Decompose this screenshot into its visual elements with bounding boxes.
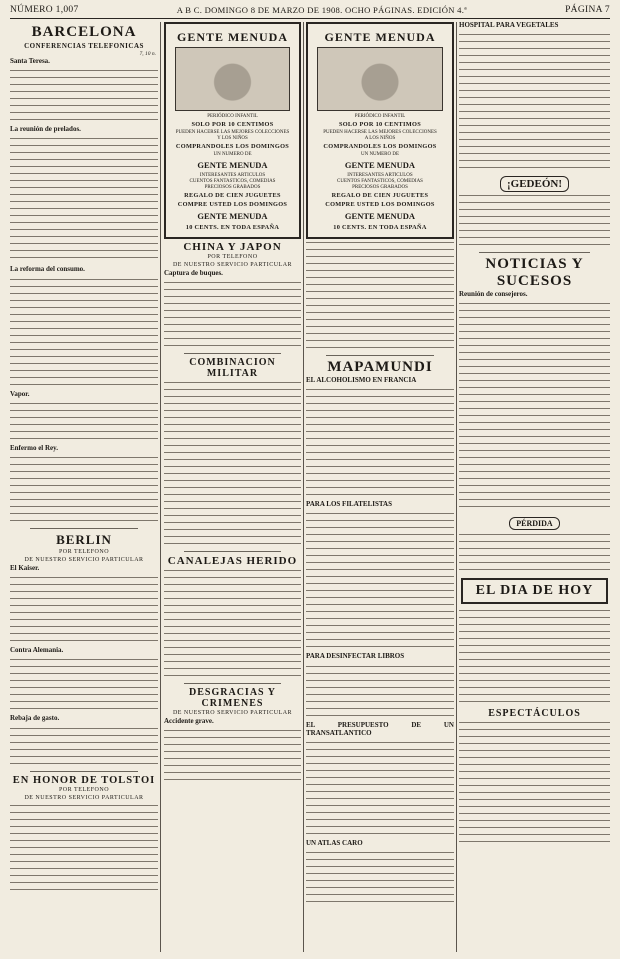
ad-line: COMPRE USTED LOS DOMINGOS: [325, 201, 435, 208]
article-body: [10, 277, 158, 389]
ad-line: PRECIOSOS GRABADOS: [352, 185, 408, 190]
article-body: [10, 68, 158, 124]
lead-text: Captura de buques.: [164, 269, 223, 277]
ad-line: COMPRANDOLES LOS DOMINGOS: [323, 143, 437, 150]
article-body: [164, 380, 301, 548]
article-lead: [306, 377, 454, 385]
article-lead: [459, 22, 610, 30]
article-body: [164, 568, 301, 680]
lead-text: El Kaiser.: [10, 564, 40, 573]
column-2: [164, 22, 301, 952]
article-body: [10, 136, 158, 264]
noticias-title: NOTICIAS Y SUCESOS: [485, 256, 584, 290]
lead-text: EL ALCOHOLISMO EN FRANCIA: [306, 376, 417, 384]
article-body: [306, 387, 454, 499]
issue-number: NÚMERO 1,007: [10, 5, 79, 15]
ad-line: Y LOS NIÑOS: [217, 136, 248, 141]
article-lead: [459, 291, 610, 299]
ad-line: CUENTOS FANTASTICOS, COMEDIAS: [337, 179, 423, 184]
article-lead: [10, 126, 158, 134]
article-body: [10, 455, 158, 525]
column-4: [459, 22, 610, 952]
page-header: [10, 2, 610, 19]
barcelona-subtitle: CONFERENCIAS TELEFONICAS: [24, 42, 144, 50]
ad-line: GENTE MENUDA: [197, 211, 268, 221]
ad-line: PUEDEN HACERSE LAS MEJORES COLECCIONES: [175, 130, 290, 135]
ad-line: GENTE MENUDA: [344, 211, 416, 221]
berlin-sub: POR TELEFONO: [58, 549, 110, 556]
gente-menuda-ad: [164, 22, 301, 239]
ad-line: COMPRANDOLES LOS DOMINGOS: [175, 143, 290, 150]
column-rule: [456, 22, 457, 952]
divider: [326, 355, 434, 356]
ad-line: 10 CENTS. EN TODA ESPAÑA: [185, 224, 280, 231]
article-body: [10, 401, 158, 443]
article-lead: [10, 715, 158, 723]
ad-masthead: GENTE MENUDA: [324, 30, 436, 44]
divider: [184, 353, 281, 354]
divider: [30, 771, 138, 772]
barcelona-date: 7, 10 n.: [139, 51, 156, 57]
article-body: [306, 850, 454, 906]
ad-illustration: [175, 47, 290, 111]
article-lead: [306, 653, 454, 661]
column-1: [10, 22, 158, 952]
article-lead: [10, 391, 158, 399]
ad-line: REGALO DE CIEN JUGUETES: [184, 192, 281, 199]
tolstoi-title: EN HONOR DE TOLSTOI: [12, 774, 156, 786]
article-body: [459, 532, 610, 574]
gente-menuda-ad: [306, 22, 454, 239]
ad-line: REGALO DE CIEN JUGUETES: [331, 192, 429, 199]
article-body: [459, 32, 610, 172]
ad-masthead: GENTE MENUDA: [176, 30, 288, 44]
lead-text: Santa Teresa.: [10, 57, 50, 65]
lead-text: PARA LOS FILATELISTAS: [306, 500, 392, 509]
article-lead: [10, 266, 158, 274]
ad-line: COMPRE USTED LOS DOMINGOS: [177, 201, 288, 208]
lead-text: Accidente grave.: [164, 717, 214, 726]
divider: [479, 252, 590, 253]
lead-text: Rebaja de gasto.: [10, 714, 60, 723]
article-body: [459, 301, 610, 511]
lead-text: Vapor.: [10, 389, 30, 398]
china-sub2: DE NUESTRO SERVICIO PARTICULAR: [172, 262, 293, 268]
divider: [184, 551, 281, 552]
article-lead: [10, 565, 158, 573]
ad-line: UN NUMERO DE: [213, 152, 252, 157]
article-body: [306, 740, 454, 838]
article-body: [459, 608, 610, 706]
lead-text: EL PRESUPUESTO DE UN TRANSATLANTICO: [306, 720, 454, 737]
ad-line: PRECIOSOS GRABADOS: [204, 185, 261, 190]
article-body: [306, 664, 454, 720]
article-lead: [306, 840, 454, 848]
article-body: [10, 726, 158, 768]
perdida-title: PÉRDIDA: [509, 517, 559, 530]
article-lead: [10, 647, 158, 655]
divider: [30, 528, 138, 529]
page-number: PÁGINA 7: [565, 5, 610, 15]
article-body: [10, 575, 158, 645]
article-body: [164, 280, 301, 350]
lead-text: Contra Alemania.: [10, 646, 64, 655]
article-lead: [10, 58, 158, 66]
berlin-sub2: DE NUESTRO SERVICIO PARTICULAR: [24, 557, 144, 564]
berlin-title: BERLIN: [56, 532, 112, 548]
lead-text: UN ATLAS CARO: [306, 839, 363, 848]
china-sub: POR TELEFONO: [207, 254, 258, 260]
divider: [184, 683, 281, 684]
perdida-notice: [459, 513, 610, 531]
ad-line: A LOS NIÑOS: [364, 136, 396, 141]
espectaculos-title: ESPECTÁCULOS: [488, 708, 581, 720]
article-body: [459, 720, 610, 846]
article-body: [306, 511, 454, 651]
ad-line: SOLO POR 10 CENTIMOS: [191, 121, 274, 128]
gedeon-title: ¡GEDEÓN!: [500, 176, 569, 192]
tolstoi-sub: POR TELEFONO: [58, 786, 110, 793]
ad-illustration: [317, 47, 443, 111]
ad-line: PUEDEN HACERSE LAS MEJORES COLECCIONES: [323, 130, 437, 135]
ad-line: 10 CENTS. EN TODA ESPAÑA: [333, 224, 427, 231]
ad-line: UN NUMERO DE: [360, 152, 400, 157]
canalejas-title: CANALEJAS HERIDO: [167, 555, 298, 568]
ad-tag: PERIÓDICO INFANTIL: [354, 114, 406, 119]
article-lead: [306, 722, 454, 738]
ad-line: INTERESANTES ARTICULOS: [347, 173, 413, 178]
lead-text: Enfermo el Rey.: [10, 443, 59, 452]
article-body: [459, 193, 610, 249]
article-body: [10, 803, 158, 893]
column-rule: [303, 22, 304, 952]
article-body: [164, 728, 301, 784]
ad-line: GENTE MENUDA: [344, 160, 416, 170]
lead-text: HOSPITAL PARA VEGETALES: [459, 22, 559, 29]
column-rule: [160, 22, 161, 952]
ad-line: INTERESANTES ARTICULOS: [199, 173, 266, 178]
ad-line: SOLO POR 10 CENTIMOS: [338, 121, 422, 128]
ad-line: GENTE MENUDA: [197, 160, 268, 170]
china-title: CHINA Y JAPON: [183, 241, 282, 253]
combinacion-title: COMBINACION MILITAR: [189, 357, 276, 380]
ad-tag: PERIÓDICO INFANTIL: [207, 114, 258, 119]
gedeon-banner: [459, 174, 610, 192]
article-lead: [306, 501, 454, 509]
lead-text: PARA DESINFECTAR LIBROS: [306, 652, 405, 661]
article-body: [306, 240, 454, 352]
dia-de-hoy-banner: EL DIA DE HOY: [461, 578, 608, 604]
article-body: [10, 657, 158, 713]
tolstoi-sub2: DE NUESTRO SERVICIO PARTICULAR: [24, 794, 144, 801]
lead-text: La reunión de prelados.: [10, 125, 81, 134]
article-lead: [164, 718, 301, 726]
lead-text: La reforma del consumo.: [10, 265, 85, 274]
lead-text: Reunión de consejeros.: [459, 290, 528, 299]
barcelona-title: BARCELONA: [31, 24, 137, 40]
desgracias-title: DESGRACIAS Y CRIMENES: [189, 687, 276, 710]
desgracias-sub: DE NUESTRO SERVICIO PARTICULAR: [172, 710, 293, 717]
mapamundi-title: MAPAMUNDI: [327, 359, 433, 375]
article-lead: [164, 270, 301, 278]
ad-line: CUENTOS FANTASTICOS, COMEDIAS: [189, 179, 276, 184]
column-3: [306, 22, 454, 952]
dateline: A B C. DOMINGO 8 DE MARZO DE 1908. OCHO PÁGINAS. EDICIÓN 4.ª: [176, 5, 467, 15]
article-lead: [10, 445, 158, 453]
